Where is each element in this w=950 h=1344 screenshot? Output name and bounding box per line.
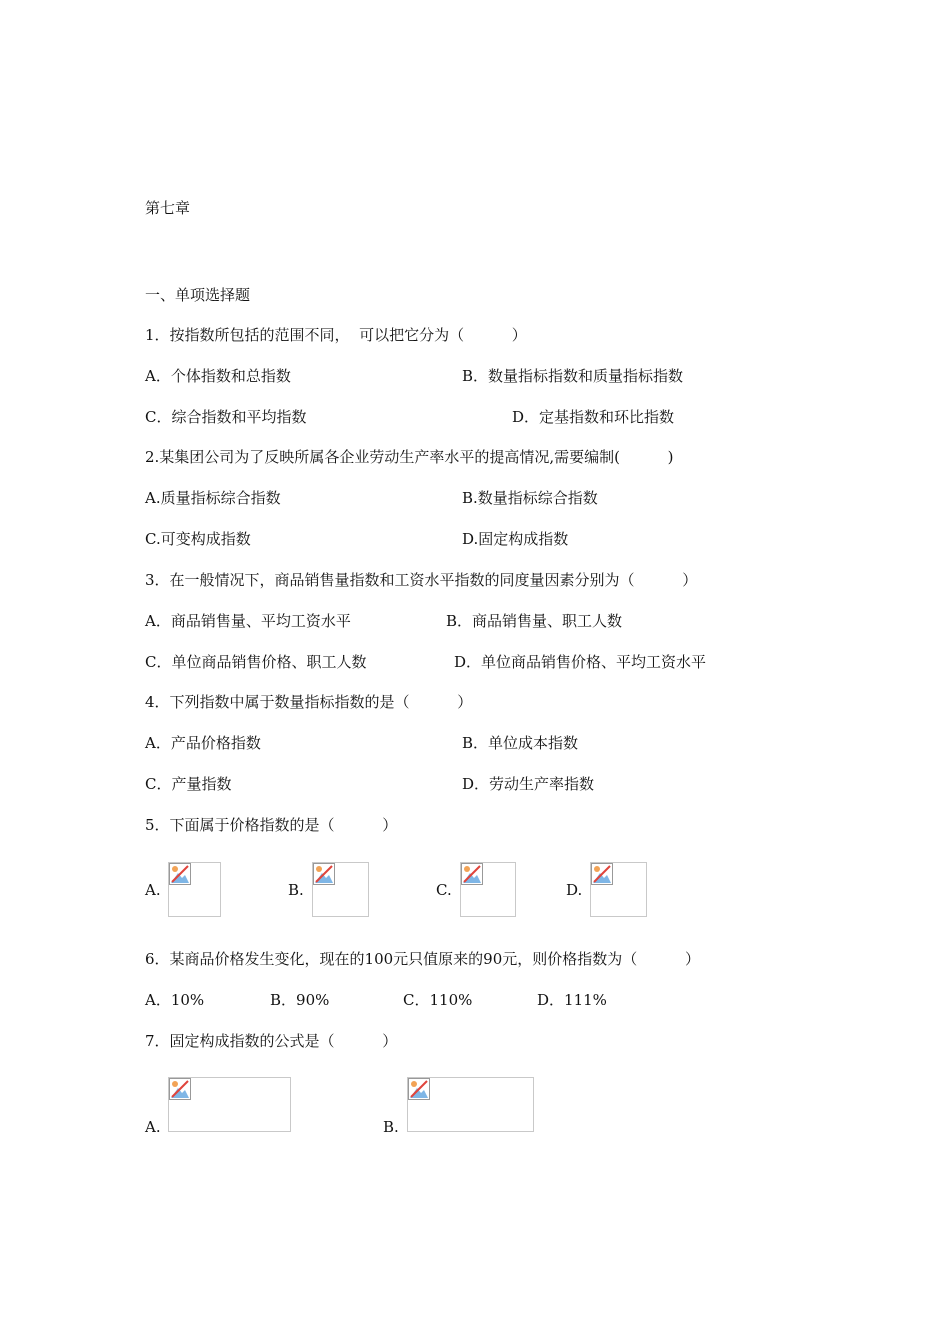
question-7-option-a-image xyxy=(168,1077,291,1132)
question-5-stem: 5．下面属于价格指数的是（ ） xyxy=(145,816,398,834)
question-1-stem: 1．按指数所包括的范围不同， 可以把它分为（ ） xyxy=(145,326,527,344)
question-5-option-b-label: B. xyxy=(288,881,304,899)
question-4-option-d: D．劳动生产率指数 xyxy=(462,775,595,793)
question-5-option-b-image xyxy=(312,862,369,917)
broken-image-icon xyxy=(169,1078,191,1100)
chapter-title: 第七章 xyxy=(145,199,191,217)
question-3-option-c: C．单位商品销售价格、职工人数 xyxy=(145,653,367,671)
question-3-option-d: D．单位商品销售价格、平均工资水平 xyxy=(454,653,707,671)
question-7-stem: 7．固定构成指数的公式是（ ） xyxy=(145,1032,398,1050)
question-7-option-b-label: B. xyxy=(383,1118,399,1136)
question-6-option-b: B．90% xyxy=(270,991,330,1009)
question-2-stem: 2.某集团公司为了反映所属各企业劳动生产率水平的提高情况,需要编制( ) xyxy=(145,448,674,466)
question-1-option-d: D．定基指数和环比指数 xyxy=(512,408,675,426)
question-7-option-a-label: A. xyxy=(145,1118,161,1136)
question-4-option-b: B．单位成本指数 xyxy=(462,734,579,752)
question-2-option-c: C.可变构成指数 xyxy=(145,530,251,548)
question-7-option-b-image xyxy=(407,1077,534,1132)
question-4-option-c: C．产量指数 xyxy=(145,775,232,793)
broken-image-icon xyxy=(169,863,191,885)
question-1-option-c: C．综合指数和平均指数 xyxy=(145,408,307,426)
question-2-option-b: B.数量指标综合指数 xyxy=(462,489,598,507)
question-1-option-b: B．数量指标指数和质量指标指数 xyxy=(462,367,684,385)
question-6-option-d: D．111% xyxy=(537,991,607,1009)
question-5-option-c-label: C. xyxy=(436,881,452,899)
question-2-option-a: A.质量指标综合指数 xyxy=(145,489,281,507)
question-3-stem: 3．在一般情况下，商品销售量指数和工资水平指数的同度量因素分别为（ ） xyxy=(145,571,698,589)
question-5-option-d-label: D. xyxy=(566,881,583,899)
question-5-option-c-image xyxy=(460,862,516,917)
question-6-option-c: C．110% xyxy=(403,991,473,1009)
question-4-stem: 4．下列指数中属于数量指标指数的是（ ） xyxy=(145,693,473,711)
section-title: 一、单项选择题 xyxy=(145,286,251,304)
broken-image-icon xyxy=(591,863,613,885)
broken-image-icon xyxy=(461,863,483,885)
question-1-option-a: A．个体指数和总指数 xyxy=(145,367,291,385)
question-6-stem: 6．某商品价格发生变化，现在的100元只值原来的90元，则价格指数为（ ） xyxy=(145,950,700,968)
broken-image-icon xyxy=(408,1078,430,1100)
question-5-option-d-image xyxy=(590,862,647,917)
question-6-option-a: A．10% xyxy=(145,991,205,1009)
question-2-option-d: D.固定构成指数 xyxy=(462,530,569,548)
question-5-option-a-image xyxy=(168,862,221,917)
question-3-option-b: B．商品销售量、职工人数 xyxy=(446,612,623,630)
question-5-option-a-label: A. xyxy=(145,881,161,899)
question-3-option-a: A．商品销售量、平均工资水平 xyxy=(145,612,351,630)
question-4-option-a: A．产品价格指数 xyxy=(145,734,261,752)
broken-image-icon xyxy=(313,863,335,885)
